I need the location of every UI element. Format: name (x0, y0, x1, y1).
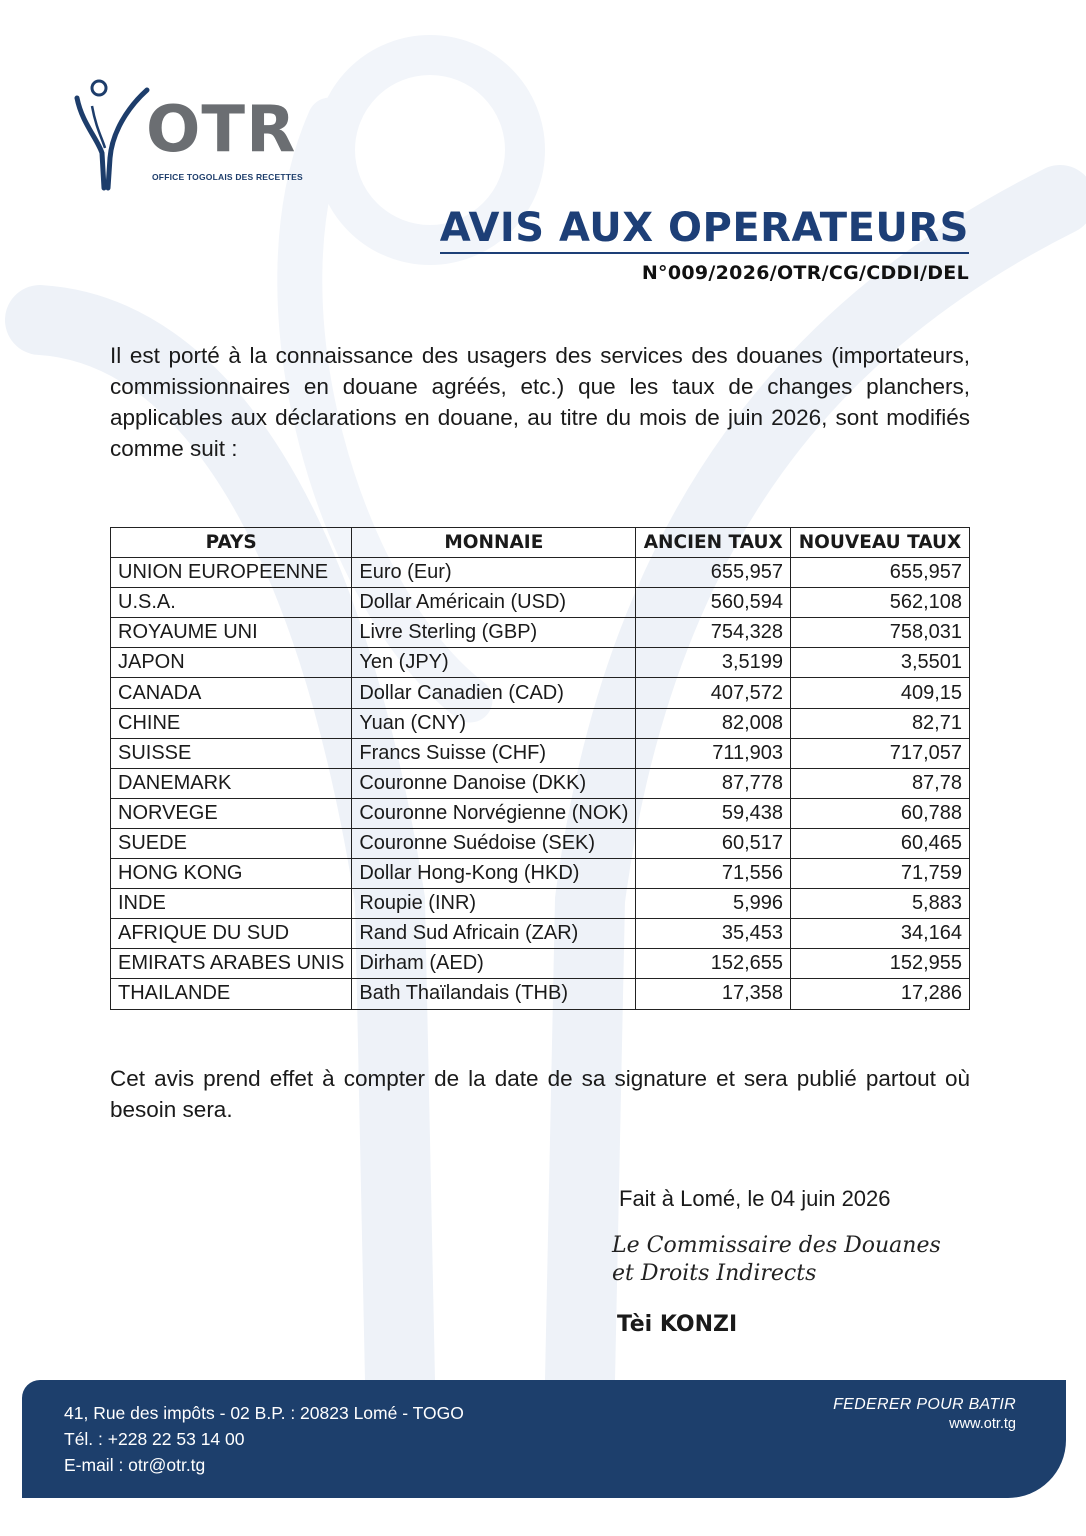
cell-ancien-taux: 71,556 (636, 859, 791, 889)
cell-nouveau-taux: 562,108 (791, 588, 970, 618)
cell-nouveau-taux: 60,788 (791, 798, 970, 828)
cell-ancien-taux: 17,358 (636, 979, 791, 1009)
cell-nouveau-taux: 71,759 (791, 859, 970, 889)
intro-paragraph: Il est porté à la connaissance des usagers des services des douanes (importateurs, commissionnaires en douane agréés, etc.) que les taux de changes planchers, applicables aux déclarations en douane, au titre du mois de juin 2026, sont modifiés comme suit : (110, 343, 970, 461)
cell-pays: SUISSE (111, 738, 352, 768)
cell-pays: CHINE (111, 708, 352, 738)
cell-ancien-taux: 711,903 (636, 738, 791, 768)
footer-email: E-mail : otr@otr.tg (64, 1455, 206, 1475)
table-row (111, 678, 970, 708)
cell-nouveau-taux: 409,15 (791, 678, 970, 708)
cell-monnaie: Dollar Hong-Kong (HKD) (352, 859, 636, 889)
cell-nouveau-taux: 5,883 (791, 889, 970, 919)
cell-ancien-taux: 82,008 (636, 708, 791, 738)
cell-monnaie: Euro (Eur) (352, 558, 636, 588)
table-row (111, 648, 970, 678)
cell-nouveau-taux: 152,955 (791, 949, 970, 979)
table-row (111, 708, 970, 738)
header-nouveau-taux: NOUVEAU TAUX (791, 528, 970, 558)
table-row (111, 558, 970, 588)
cell-pays: CANADA (111, 678, 352, 708)
footer-website[interactable]: www.otr.tg (949, 1416, 1016, 1432)
cell-pays: U.S.A. (111, 588, 352, 618)
logo-subtitle: OFFICE TOGOLAIS DES RECETTES (152, 172, 303, 182)
footer-contact (64, 1400, 464, 1478)
signatory-role-line2: et Droits Indirects (612, 1261, 817, 1286)
reference-number: N°009/2026/OTR/CG/CDDI/DEL (641, 262, 969, 284)
cell-monnaie: Bath Thaïlandais (THB) (352, 979, 636, 1009)
signatory-role-line1: Le Commissaire des Douanes (612, 1233, 941, 1258)
cell-pays: INDE (111, 889, 352, 919)
logo-wordmark: OTR (146, 93, 297, 167)
cell-ancien-taux: 560,594 (636, 588, 791, 618)
cell-monnaie: Rand Sud Africain (ZAR) (352, 919, 636, 949)
header-pays: PAYS (111, 528, 352, 558)
cell-ancien-taux: 5,996 (636, 889, 791, 919)
cell-monnaie: Yen (JPY) (352, 648, 636, 678)
cell-pays: SUEDE (111, 828, 352, 858)
cell-nouveau-taux: 34,164 (791, 919, 970, 949)
cell-ancien-taux: 60,517 (636, 828, 791, 858)
cell-nouveau-taux: 717,057 (791, 738, 970, 768)
table-header-row (111, 528, 970, 558)
cell-pays: ROYAUME UNI (111, 618, 352, 648)
cell-ancien-taux: 754,328 (636, 618, 791, 648)
cell-ancien-taux: 59,438 (636, 798, 791, 828)
cell-monnaie: Couronne Suédoise (SEK) (352, 828, 636, 858)
header-ancien-taux: ANCIEN TAUX (636, 528, 791, 558)
signatory-name: Tèi KONZI (617, 1312, 738, 1337)
cell-monnaie: Francs Suisse (CHF) (352, 738, 636, 768)
table-row (111, 979, 970, 1009)
table-row (111, 768, 970, 798)
cell-pays: DANEMARK (111, 768, 352, 798)
cell-monnaie: Yuan (CNY) (352, 708, 636, 738)
table-row (111, 798, 970, 828)
cell-pays: UNION EUROPEENNE (111, 558, 352, 588)
cell-pays: AFRIQUE DU SUD (111, 919, 352, 949)
cell-monnaie: Couronne Norvégienne (NOK) (352, 798, 636, 828)
table-body (111, 558, 970, 1009)
title-underline (440, 252, 969, 254)
cell-nouveau-taux: 17,286 (791, 979, 970, 1009)
title-block (440, 206, 969, 284)
table-row (111, 738, 970, 768)
cell-ancien-taux: 87,778 (636, 768, 791, 798)
page-title: AVIS AUX OPERATEURS (439, 205, 969, 251)
cell-nouveau-taux: 758,031 (791, 618, 970, 648)
header-monnaie: MONNAIE (352, 528, 636, 558)
cell-pays: HONG KONG (111, 859, 352, 889)
table-row (111, 859, 970, 889)
table-row (111, 618, 970, 648)
cell-nouveau-taux: 60,465 (791, 828, 970, 858)
cell-ancien-taux: 655,957 (636, 558, 791, 588)
closing-paragraph: Cet avis prend effet à compter de la date de sa signature et sera publié partout où besoin sera. (110, 1066, 970, 1122)
cell-monnaie: Roupie (INR) (352, 889, 636, 919)
place-date: Fait à Lomé, le 04 juin 2026 (619, 1186, 891, 1211)
footer-phone: Tél. : +228 22 53 14 00 (64, 1429, 245, 1449)
cell-ancien-taux: 407,572 (636, 678, 791, 708)
footer-address: 41, Rue des impôts - 02 B.P. : 20823 Lomé - TOGO (64, 1403, 464, 1423)
cell-ancien-taux: 152,655 (636, 949, 791, 979)
otr-logo (72, 78, 312, 193)
signatory-role (612, 1232, 941, 1288)
cell-pays: JAPON (111, 648, 352, 678)
cell-monnaie: Dollar Américain (USD) (352, 588, 636, 618)
footer-band (22, 1380, 1066, 1498)
otr-person-icon (72, 78, 152, 193)
exchange-rate-table (110, 527, 970, 1010)
footer-brand (833, 1396, 1016, 1432)
cell-nouveau-taux: 82,71 (791, 708, 970, 738)
cell-nouveau-taux: 655,957 (791, 558, 970, 588)
cell-pays: NORVEGE (111, 798, 352, 828)
cell-pays: THAILANDE (111, 979, 352, 1009)
cell-ancien-taux: 3,5199 (636, 648, 791, 678)
footer-slogan: FEDERER POUR BATIR (833, 1396, 1016, 1413)
table-row (111, 919, 970, 949)
cell-monnaie: Dirham (AED) (352, 949, 636, 979)
table-row (111, 588, 970, 618)
cell-monnaie: Couronne Danoise (DKK) (352, 768, 636, 798)
table-row (111, 828, 970, 858)
cell-monnaie: Dollar Canadien (CAD) (352, 678, 636, 708)
cell-monnaie: Livre Sterling (GBP) (352, 618, 636, 648)
cell-nouveau-taux: 3,5501 (791, 648, 970, 678)
cell-ancien-taux: 35,453 (636, 919, 791, 949)
table-row (111, 889, 970, 919)
cell-pays: EMIRATS ARABES UNIS (111, 949, 352, 979)
cell-nouveau-taux: 87,78 (791, 768, 970, 798)
table-row (111, 949, 970, 979)
